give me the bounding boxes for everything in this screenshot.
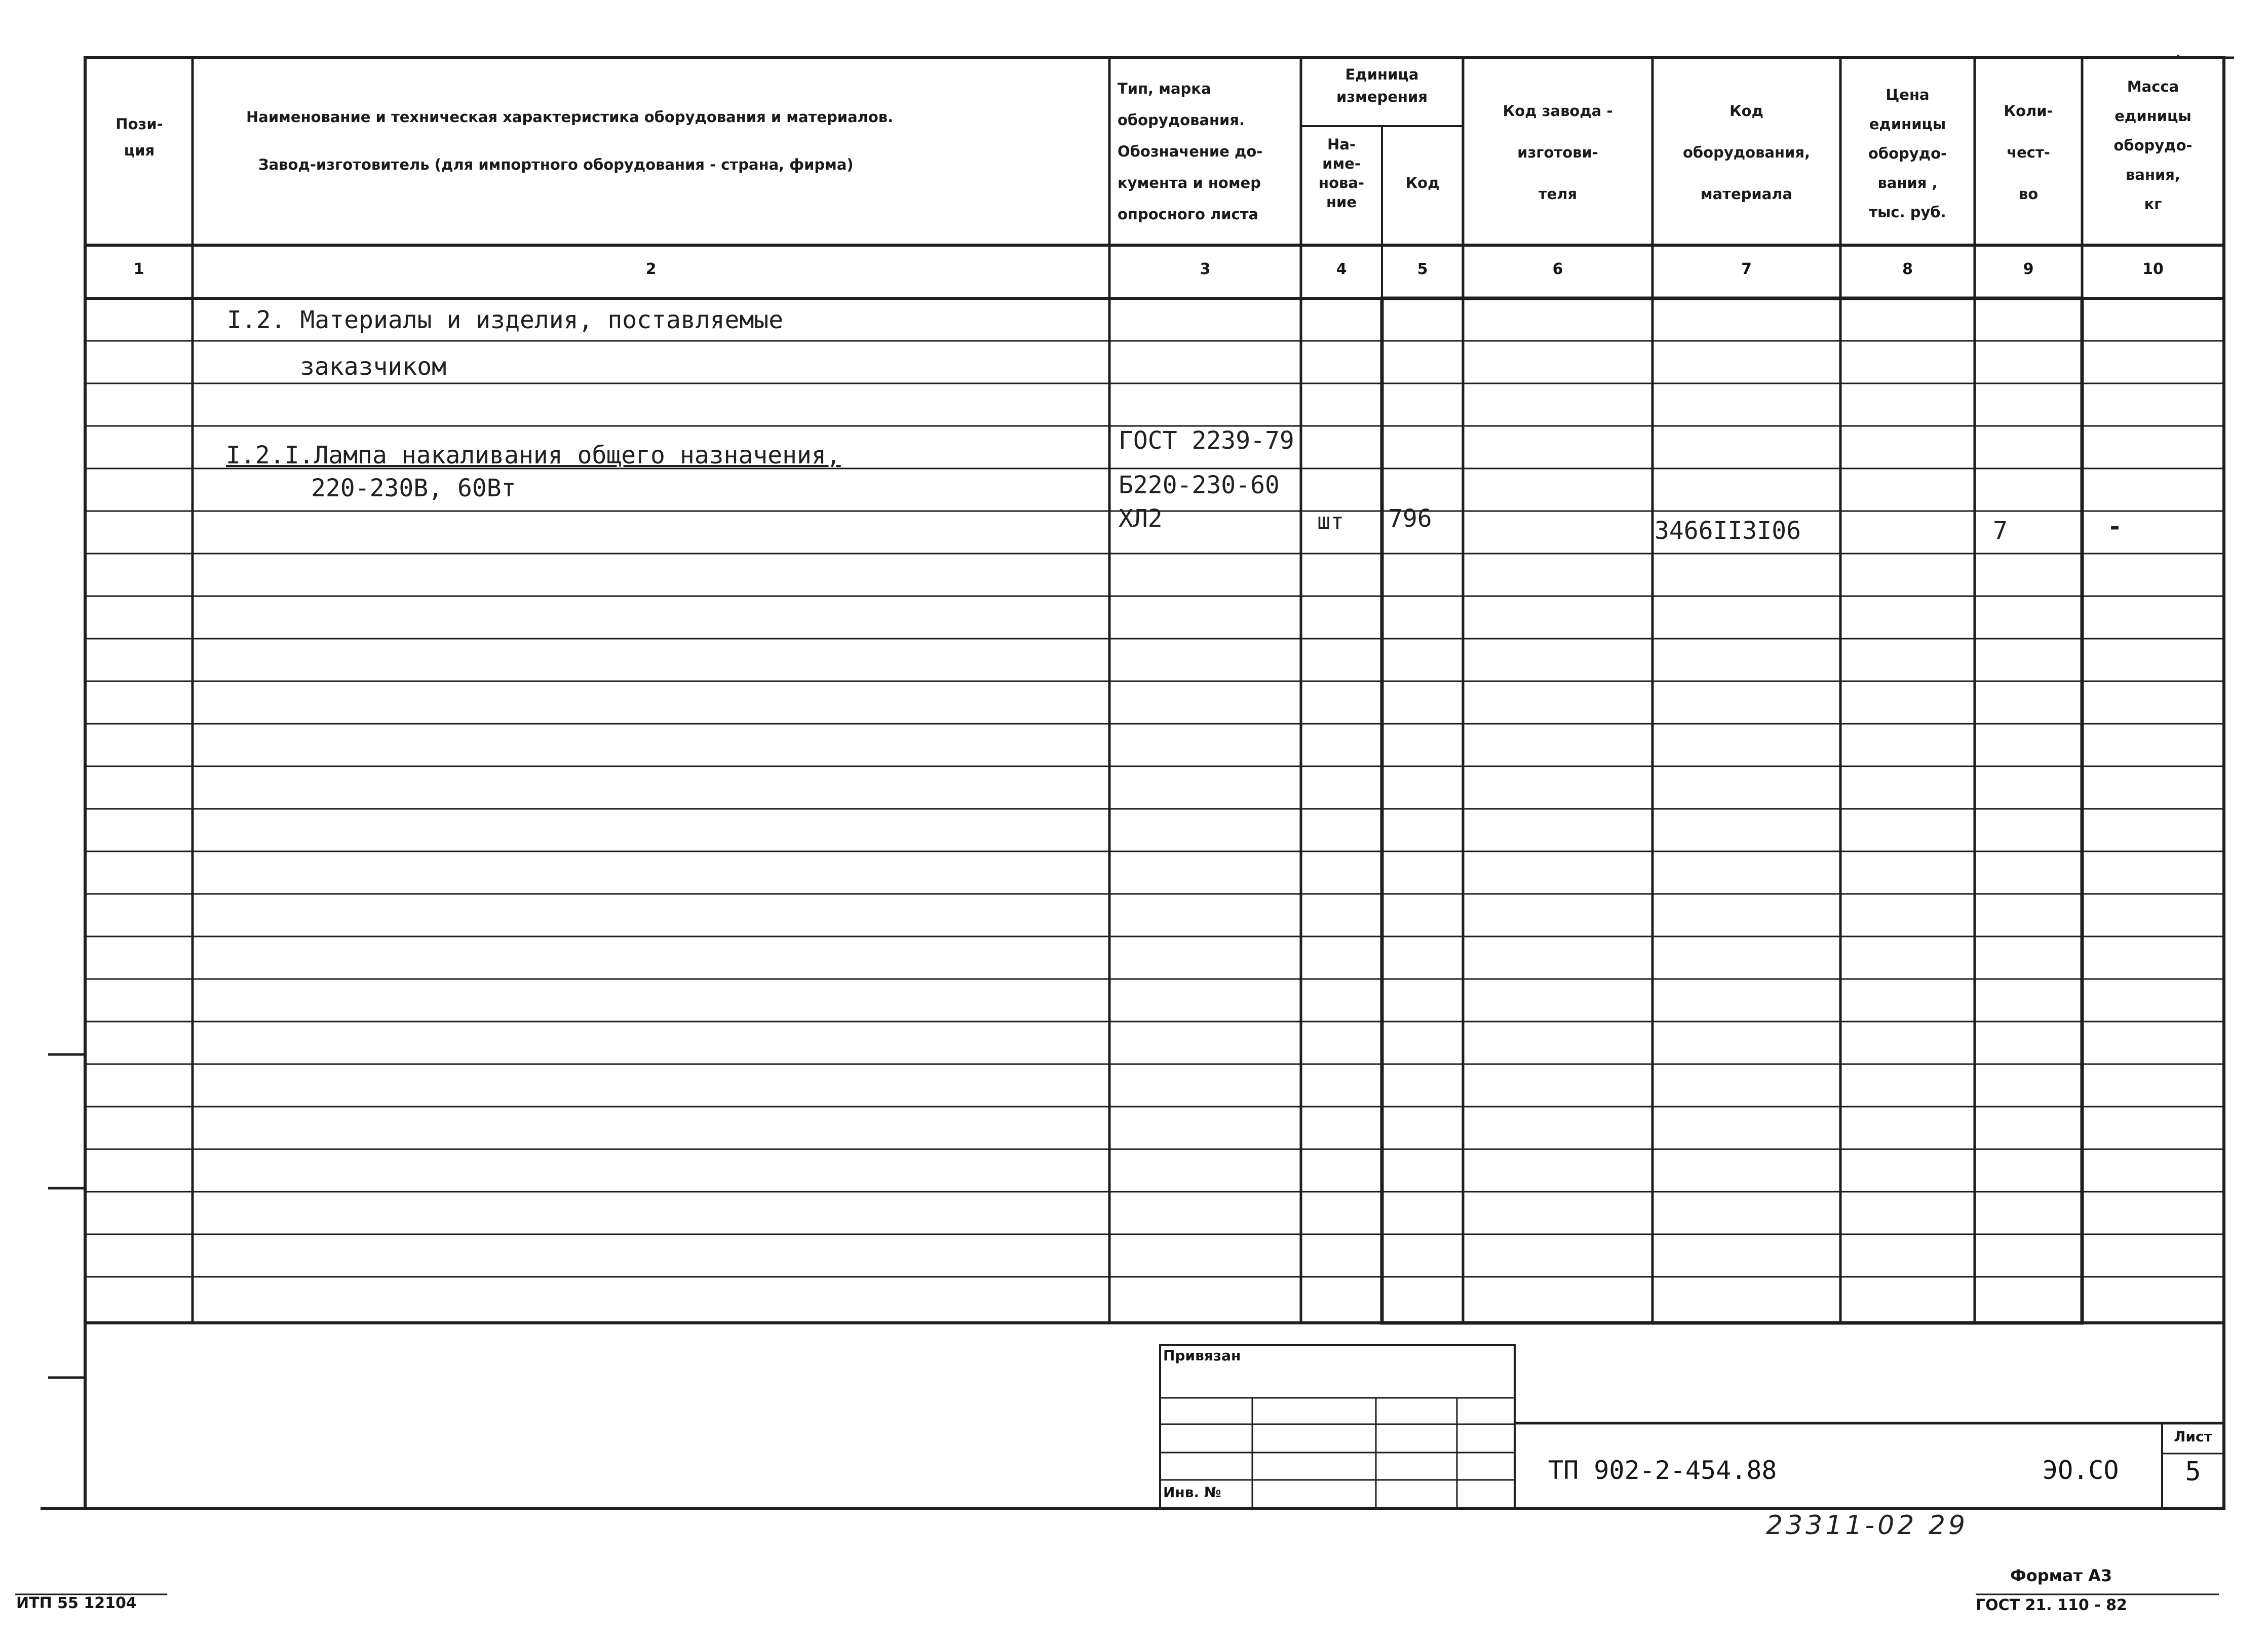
header-unit-group: Единица измерения xyxy=(1336,66,1428,105)
header-quantity-col: Коли- чест- во xyxy=(2004,102,2053,203)
archive-number: 23311-02 29 xyxy=(1766,1510,1969,1541)
column-number: 4 xyxy=(1336,260,1347,278)
column-number: 1 xyxy=(133,260,144,278)
footer-standard: ГОСТ 21. 110 - 82 xyxy=(1976,1596,2127,1614)
item-type: Б220-230-60 xyxy=(1119,471,1280,499)
item-characteristics: 220-230В, 60Вт xyxy=(311,474,516,502)
sheet-label: Лист xyxy=(2174,1428,2212,1445)
header-name-line1: Наименование и техническая характеристика оборудования и материалов. xyxy=(246,108,894,126)
document-section: ЭО.СО xyxy=(2043,1456,2119,1485)
item-name: I.2.I.Лампа накаливания общего назначения, xyxy=(226,441,841,469)
stamp-bound-label: Привязан xyxy=(1163,1347,1241,1364)
stamp-inv-label: Инв. № xyxy=(1163,1484,1221,1501)
header-position-col: Пози- ция xyxy=(116,115,163,159)
column-number: 3 xyxy=(1200,260,1211,278)
column-number: 9 xyxy=(2023,260,2034,278)
item-quantity: 7 xyxy=(1993,517,2008,545)
footer-left-code: ИТП 55 12104 xyxy=(16,1594,137,1612)
header-name-line2: Завод-изготовитель (для импортного оборудования - страна, фирма) xyxy=(258,156,854,173)
item-standard: ГОСТ 2239-79 xyxy=(1119,426,1294,455)
column-number: 2 xyxy=(645,260,657,278)
header-unit-code-col: Код xyxy=(1405,174,1440,191)
document-code: ТП 902-2-454.88 xyxy=(1548,1456,1777,1485)
header-material-code-col: Код оборудования, материала xyxy=(1682,102,1811,203)
item-unit: шт xyxy=(1317,508,1344,534)
column-number: 10 xyxy=(2142,260,2164,278)
column-number: 6 xyxy=(1552,260,1563,278)
item-climate: ХЛ2 xyxy=(1119,504,1163,533)
section-title: I.2. Материалы и изделия, поставляемые xyxy=(227,306,784,334)
header-type-col: Тип, марка оборудования. Обозначение до- кумента и номер опросного листа xyxy=(1118,80,1263,223)
item-mass: - xyxy=(2107,513,2122,541)
header-mass-col: Масса единицы оборудо- вания, кг xyxy=(2113,78,2193,213)
item-unit-code: 796 xyxy=(1388,504,1432,533)
header-factory-code-col: Код завода - изготови- теля xyxy=(1503,102,1613,203)
header-unit-name-col: На- име- нова- ние xyxy=(1319,136,1364,211)
column-number: 7 xyxy=(1741,260,1752,278)
item-material-code: 3466II3I06 xyxy=(1655,517,1801,545)
sheet-number: 5 xyxy=(2185,1457,2201,1487)
section-title-cont: заказчиком xyxy=(300,352,446,381)
column-number: 8 xyxy=(1902,260,1913,278)
header-price-col: Цена единицы оборудо- вания , тыс. руб. xyxy=(1868,86,1947,221)
column-number: 5 xyxy=(1417,260,1428,278)
footer-format: Формат А3 xyxy=(2010,1566,2112,1585)
